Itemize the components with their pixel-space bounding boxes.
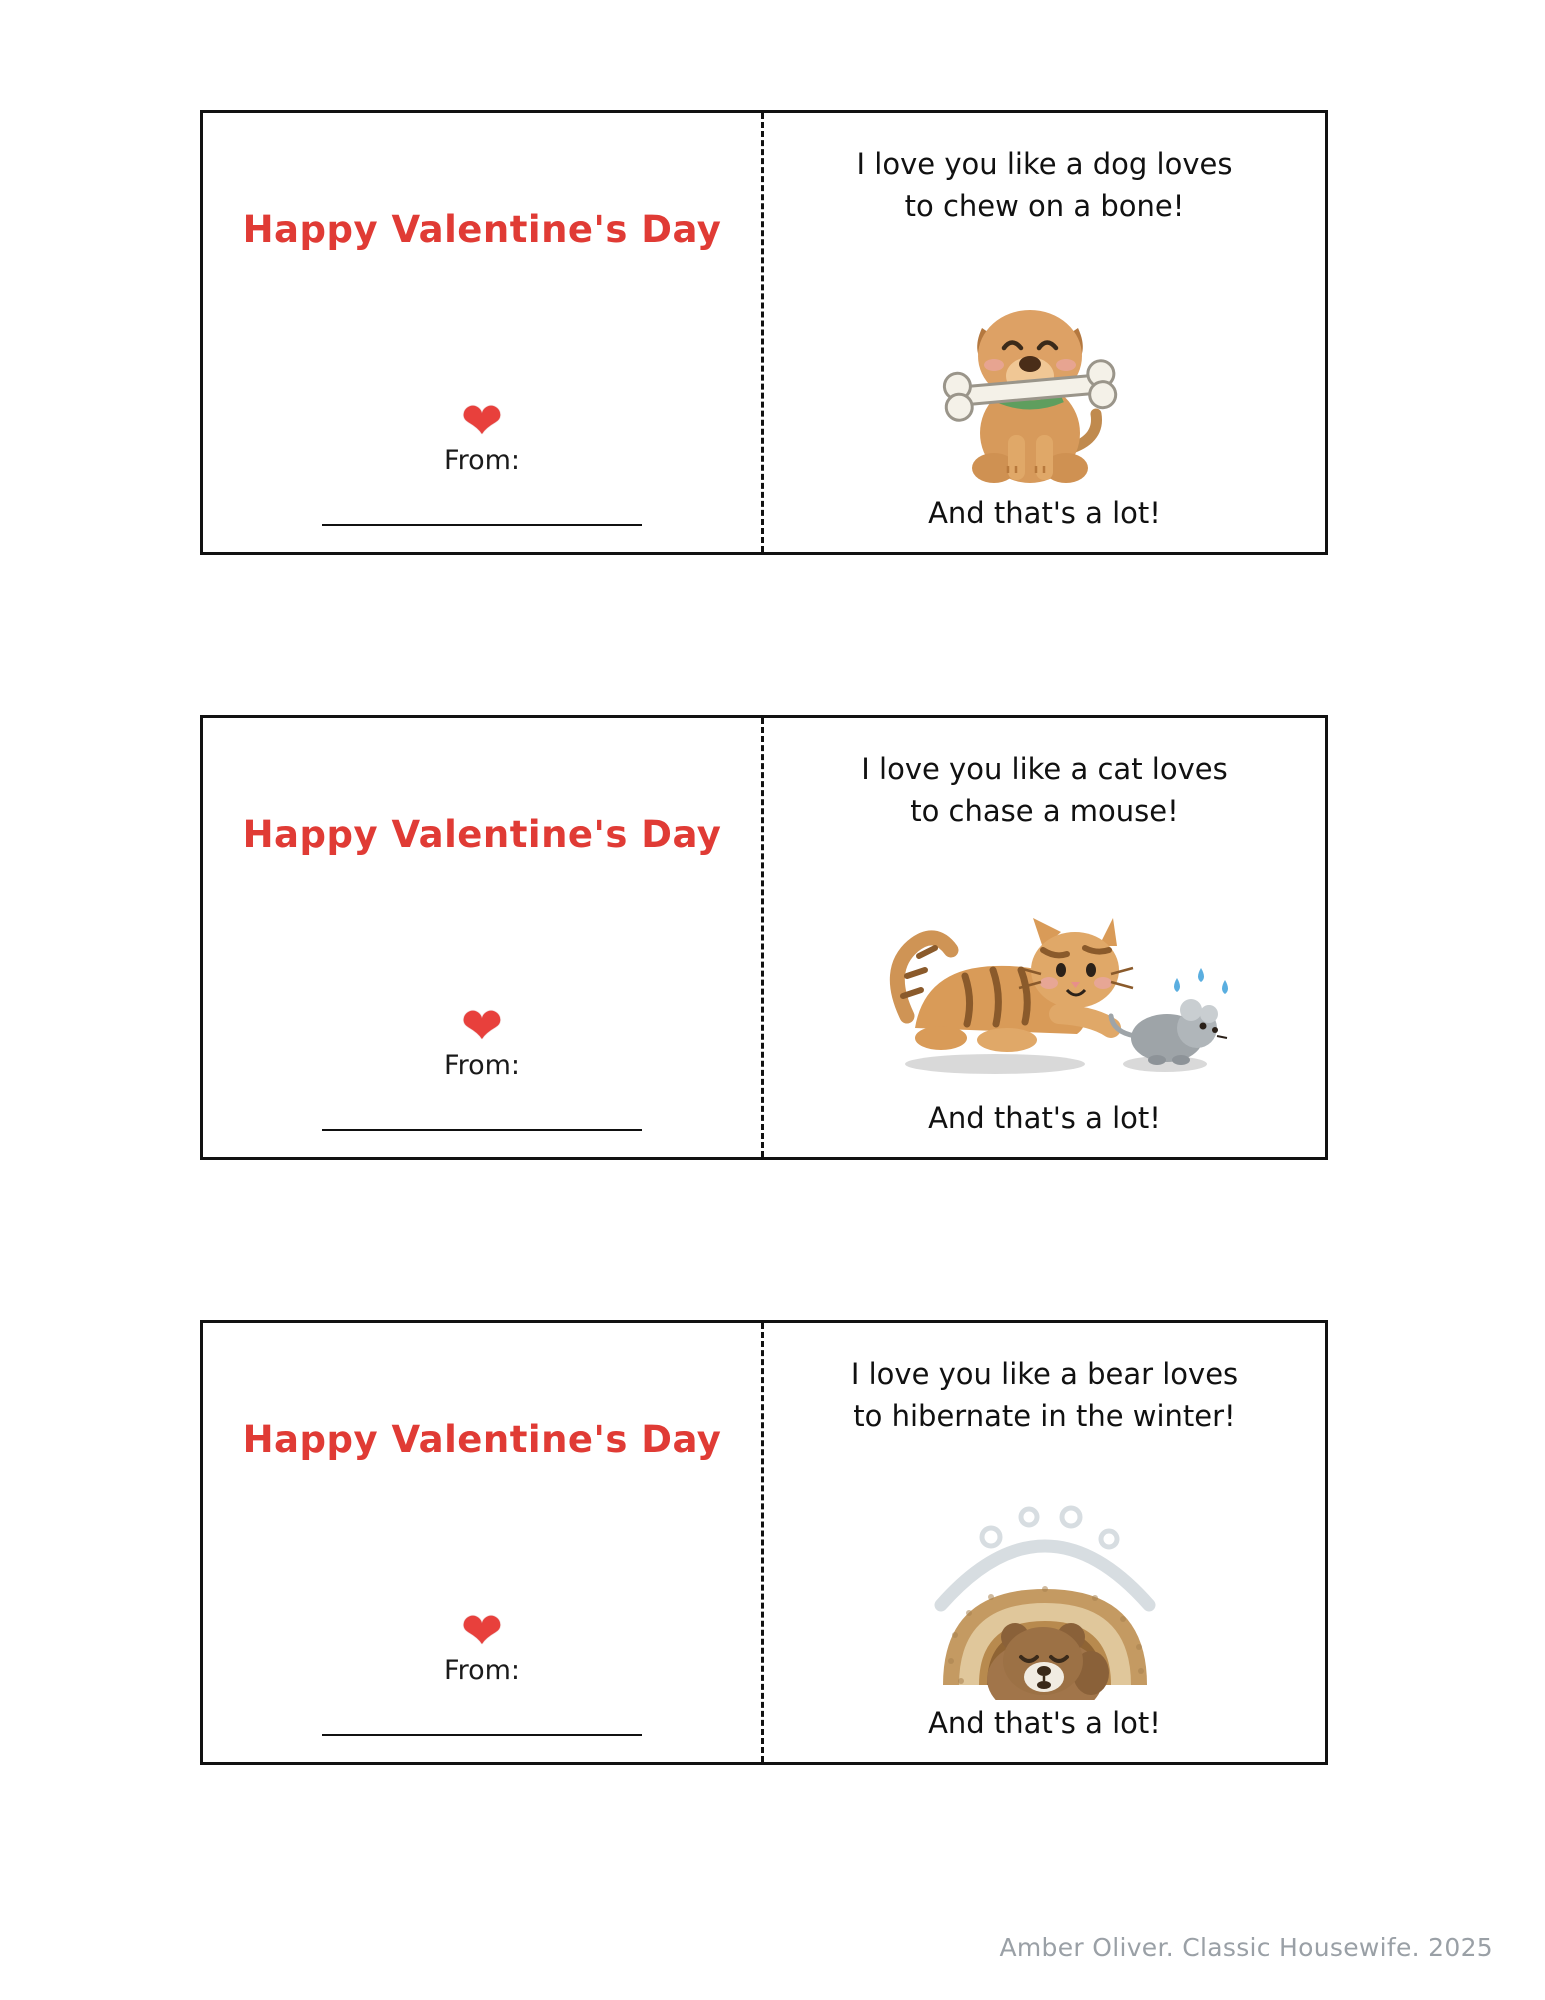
heart-icon: ❤: [461, 392, 503, 450]
rhyme-text: [792, 1353, 1297, 1437]
dog-with-bone-illustration: [764, 227, 1325, 538]
rhyme-line-1: I love you like a bear loves: [850, 1357, 1239, 1391]
card-inside-left: [203, 718, 764, 1157]
greeting-text: Happy Valentine's Day: [242, 813, 722, 856]
rhyme-line-1: I love you like a dog loves: [856, 147, 1233, 181]
cat-chasing-mouse-illustration: [764, 832, 1325, 1143]
greeting-text: Happy Valentine's Day: [242, 1418, 722, 1461]
signature-line: [322, 1734, 642, 1736]
greeting-text: Happy Valentine's Day: [242, 208, 722, 251]
rhyme-line-2: to chase a mouse!: [910, 794, 1179, 829]
from-block: [203, 997, 761, 1131]
card-front-right: [764, 113, 1325, 552]
tagline-text: And that's a lot!: [928, 1706, 1161, 1740]
valentine-card: [200, 110, 1328, 555]
credit-text: Amber Oliver. Classic Housewife. 2025: [999, 1933, 1493, 1962]
tagline-text: And that's a lot!: [928, 496, 1161, 530]
heart-icon: ❤: [461, 1602, 503, 1660]
signature-line: [322, 524, 642, 526]
from-block: [203, 1602, 761, 1736]
card-inside-left: [203, 1323, 764, 1762]
rhyme-text: [792, 143, 1297, 227]
from-label: From:: [444, 1655, 520, 1686]
rhyme-text: [792, 748, 1297, 832]
valentine-card: [200, 715, 1328, 1160]
from-label: From:: [444, 445, 520, 476]
card-front-right: [764, 1323, 1325, 1762]
rhyme-line-2: to hibernate in the winter!: [853, 1399, 1236, 1434]
valentine-card: [200, 1320, 1328, 1765]
signature-line: [322, 1129, 642, 1131]
bear-hibernating-in-cave-illustration: [764, 1437, 1325, 1748]
rhyme-line-1: I love you like a cat loves: [861, 752, 1228, 786]
card-inside-left: [203, 113, 764, 552]
tagline-text: And that's a lot!: [928, 1101, 1161, 1135]
heart-icon: ❤: [461, 997, 503, 1055]
from-block: [203, 392, 761, 526]
from-label: From:: [444, 1050, 520, 1081]
card-front-right: [764, 718, 1325, 1157]
rhyme-line-2: to chew on a bone!: [904, 189, 1185, 224]
